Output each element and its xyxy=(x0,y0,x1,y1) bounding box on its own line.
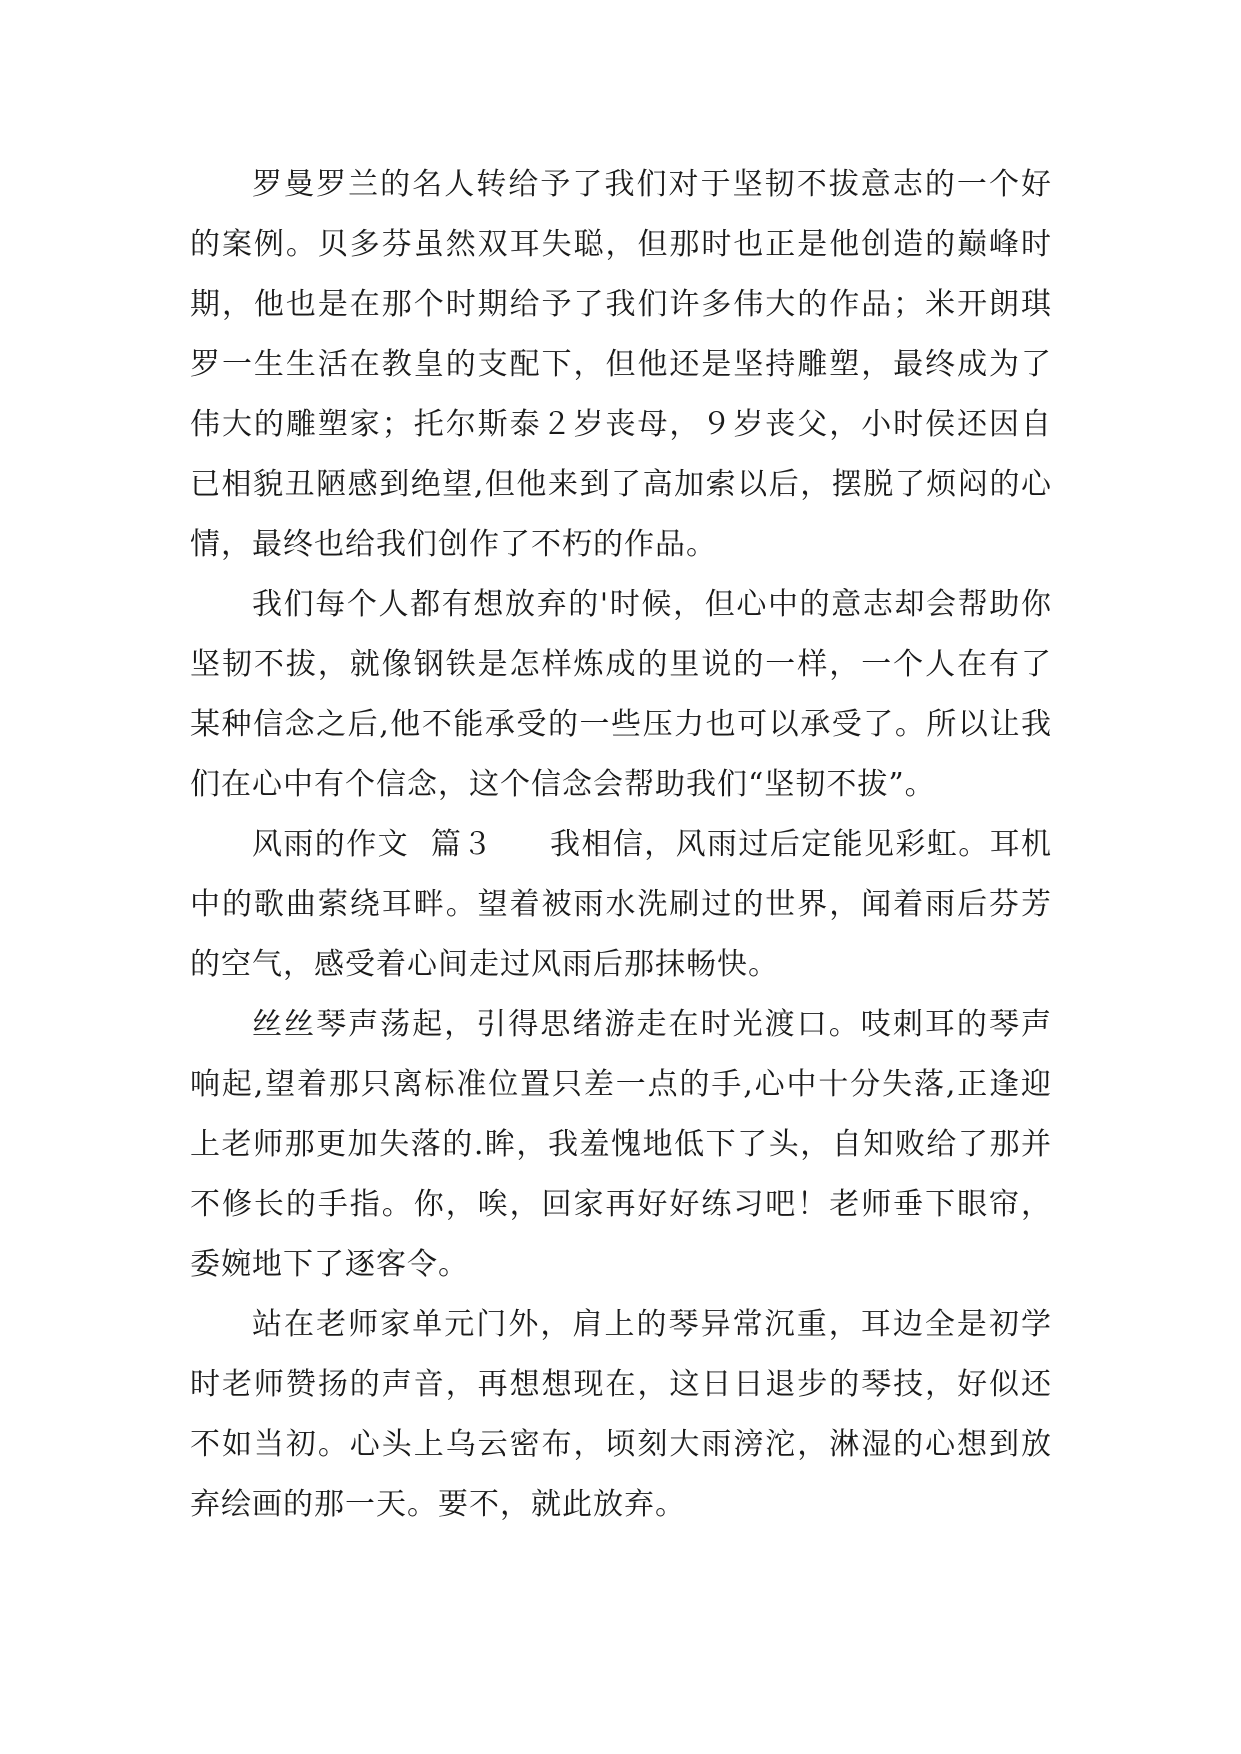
paragraph-4-text: 丝丝琴声荡起，引得思绪游走在时光渡口。吱刺耳的琴声响起,望着那只离标准位置只差一点的手,心中十分失落,正逢迎上老师那更加失落的.眸，我羞愧地低下了头，自知败给了那并不修长的手指。你，唉，回家再好好练习吧！老师垂下眼帘，委婉地下了逐客令。 xyxy=(190,1007,1052,1282)
paragraph-1 xyxy=(190,155,1052,575)
paragraph-5 xyxy=(190,1295,1052,1535)
section-heading: 风雨的作文 篇３ xyxy=(252,827,494,862)
paragraph-2 xyxy=(190,575,1052,815)
paragraph-3 xyxy=(190,815,1052,995)
paragraph-2-text: 我们每个人都有想放弃的'时候，但心中的意志却会帮助你坚韧不拔，就像钢铁是怎样炼成的里说的一样，一个人在有了某种信念之后,他不能承受的一些压力也可以承受了。所以让我们在心中有个信念，这个信念会帮助我们“坚韧不拔”。 xyxy=(190,587,1052,802)
paragraph-3-text: 我相信，风雨过后定能见彩虹。耳机中的歌曲萦绕耳畔。望着被雨水洗刷过的世界，闻着雨后芬芳的空气，感受着心间走过风雨后那抹畅快。 xyxy=(190,827,1053,982)
paragraph-1-text: 罗曼罗兰的名人转给予了我们对于坚韧不拔意志的一个好的案例。贝多芬虽然双耳失聪，但那时也正是他创造的巅峰时期，他也是在那个时期给予了我们许多伟大的作品；米开朗琪罗一生生活在教皇的支配下，但他还是坚持雕塑，最终成为了伟大的雕塑家；托尔斯泰２岁丧母，９岁丧父，小时侯还因自已相貌丑陋感到绝望,但他来到了高加索以后，摆脱了烦闷的心情，最终也给我们创作了不朽的作品。 xyxy=(190,167,1052,562)
paragraph-5-text: 站在老师家单元门外，肩上的琴异常沉重，耳边全是初学时老师赞扬的声音，再想想现在，这日日退步的琴技，好似还不如当初。心头上乌云密布，顷刻大雨滂沱，淋湿的心想到放弃绘画的那一天。要不，就此放弃。 xyxy=(190,1307,1052,1522)
document-body xyxy=(190,155,1052,1535)
paragraph-4 xyxy=(190,995,1052,1295)
